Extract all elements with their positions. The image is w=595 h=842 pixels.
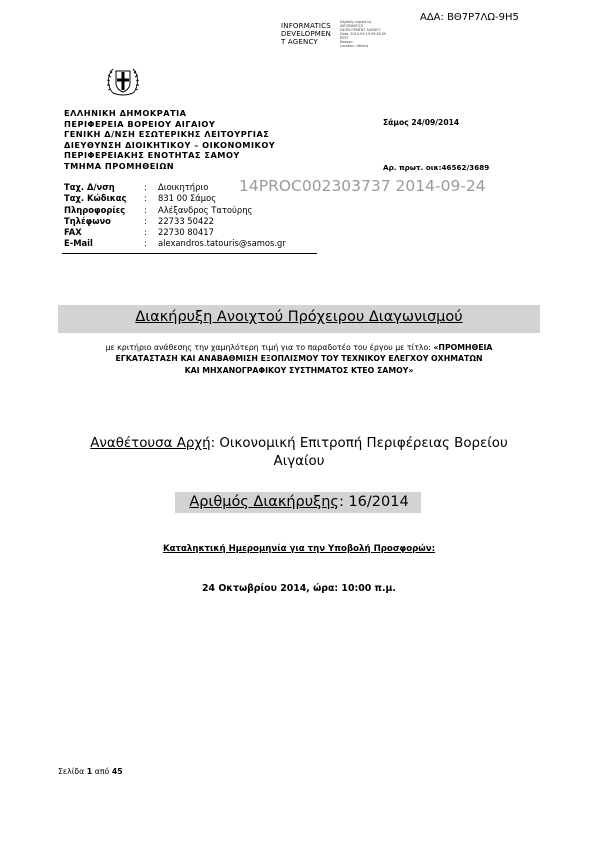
issuer-header (64, 108, 275, 172)
greek-emblem-icon (105, 63, 141, 99)
announcement-number: Αριθμός Διακήρυξης: 16/2014 (189, 494, 409, 510)
header-line: ΕΛΛΗΝΙΚΗ ΔΗΜΟΚΡΑΤΙΑ (64, 108, 187, 118)
announcement-label: Αριθμός Διακήρυξης (189, 494, 339, 510)
contact-row: FAX : 22730 80417 (64, 227, 214, 238)
contact-row: Ταχ. Δ/νση : Διοικητήριο (64, 182, 209, 192)
signature-organization: INFORMATICS DEVELOPMEN T AGENCY (281, 22, 332, 46)
protocol-number: Αρ. πρωτ. οικ:46562/3689 (383, 163, 490, 172)
document-date: Σάμος 24/09/2014 (383, 118, 460, 127)
ada-code: ΑΔΑ: ΒΘ7Ρ7ΛΩ-9Η5 (420, 12, 519, 23)
criteria-intro: με κριτήριο ανάθεσης την χαμηλότερη τιμή για το παραδοτέο του έργου με τίτλο: (105, 343, 431, 352)
email-link[interactable]: alexandros.tatouris@samos.gr (158, 238, 286, 249)
header-line: ΓΕΝΙΚΗ Δ/ΝΣΗ ΕΣΩΤΕΡΙΚΗΣ ΛΕΙΤΟΥΡΓΙΑΣ (64, 129, 270, 140)
contact-divider (62, 253, 317, 254)
contact-row: Πληροφορίες : Αλέξανδρος Τατούρης (64, 204, 253, 215)
procurement-watermark: 14PROC002303737 2014-09-24 (239, 177, 486, 195)
header-line: ΤΜΗΜΑ ΠΡΟΜΗΘΕΙΩΝ (64, 160, 175, 171)
contracting-authority: Αναθέτουσα Αρχή: Οικονομική Επιτροπή Περιφέρειας Βορείου Αιγαίου (58, 435, 540, 471)
award-criteria (58, 342, 540, 376)
header-line: ΠΕΡΙΦΕΡΕΙΑΚΗΣ ΕΝΟΤΗΤΑΣ ΣΑΜΟΥ (64, 150, 240, 161)
announcement-value: 16/2014 (348, 494, 409, 510)
deadline-value: 24 Οκτωβρίου 2014, ώρα: 10:00 π.μ. (202, 583, 396, 594)
project-title-start: «ΠΡΟΜΗΘΕΙΑ (433, 343, 493, 352)
contact-table (64, 182, 286, 250)
authority-value: Οικονομική Επιτροπή Περιφέρειας Βορείου (219, 436, 508, 451)
header-line: ΠΕΡΙΦΕΡΕΙΑ ΒΟΡΕΙΟΥ ΑΙΓΑΙΟΥ (64, 118, 216, 129)
header-line: ΔΙΕΥΘΥΝΣΗ ΔΙΟΙΚΗΤΙΚΟΥ – ΟΙΚΟΝΟΜΙΚΟΥ (64, 139, 276, 150)
contact-row: Τηλέφωνο : 22733 50422 (64, 215, 214, 226)
authority-label: Αναθέτουσα Αρχή (90, 436, 211, 451)
authority-value-cont: Αιγαίου (273, 454, 325, 469)
page-number: Σελίδα 1 από 45 (58, 767, 123, 776)
project-title-line: ΕΓΚΑΤΑΣΤΑΣΗ ΚΑΙ ΑΝΑΒΑΘΜΙΣΗ ΕΞΟΠΛΙΣΜΟΥ ΤΟΥ ΤΕΧΝΙΚΟΥ ΕΛΕΓΧΟΥ ΟΧΗΜΑΤΩΝ (115, 354, 483, 364)
document-title: Διακήρυξη Ανοιχτού Πρόχειρου Διαγωνισμού (135, 309, 463, 325)
deadline-label: Καταληκτική Ημερομηνία για την Υποβολή Προσφορών: (162, 544, 436, 554)
signature-details: Digitally signed by INFORMATICS DEVELOPMENT AGENCY Date: 2014.09.24 09:28:09 EEST Reason: Location: Athens (340, 20, 387, 48)
contact-row: Ταχ. Κώδικας : 831 00 Σάμος (64, 193, 217, 204)
project-title-line: ΚΑΙ ΜΗΧΑΝΟΓΡΑΦΙΚΟΥ ΣΥΣΤΗΜΑΤΟΣ ΚΤΕΟ ΣΑΜΟΥ» (184, 365, 414, 375)
contact-row: E-Mail : alexandros.tatouris@samos.gr (64, 238, 286, 249)
